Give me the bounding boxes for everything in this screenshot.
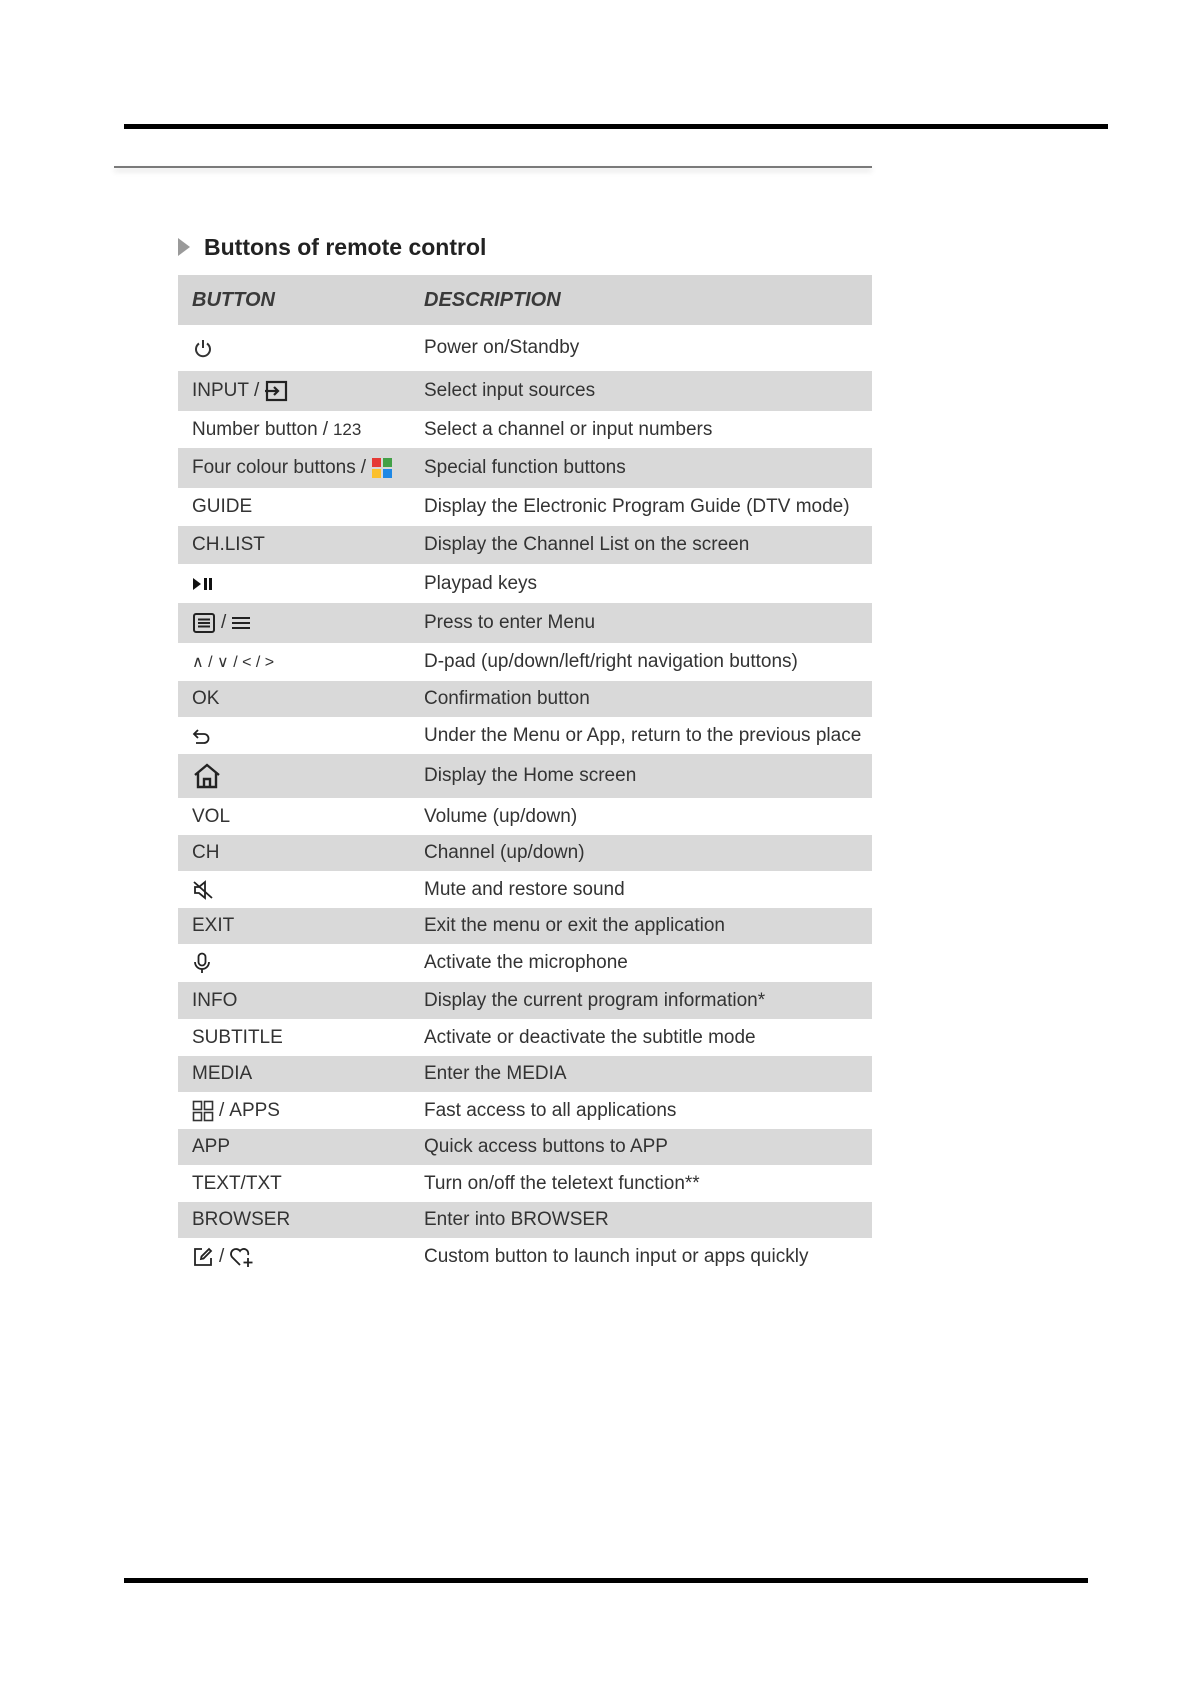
four-colour-icon [371, 457, 393, 479]
description-cell: Display the current program information* [424, 989, 766, 1011]
play-pause-icon [192, 576, 214, 592]
power-icon [192, 337, 214, 359]
button-cell: CH [192, 842, 220, 863]
input-source-icon [264, 380, 288, 402]
button-cell [178, 337, 424, 359]
description-cell: D-pad (up/down/left/right navigation buttons) [424, 651, 798, 672]
table-row [178, 871, 872, 908]
table-row [178, 371, 872, 411]
button-cell: MEDIA [192, 1063, 253, 1084]
table-row [178, 717, 872, 754]
table-row [178, 1165, 872, 1202]
description-cell: Confirmation button [424, 688, 590, 709]
description-cell: Quick access buttons to APP [424, 1136, 668, 1157]
button-label: APPS [229, 1099, 280, 1121]
button-cell: INPUT / [178, 380, 424, 402]
table-row [178, 1238, 872, 1275]
table-row [178, 1129, 872, 1165]
microphone-icon [192, 952, 212, 974]
edit-icon [192, 1246, 214, 1268]
button-cell [178, 727, 424, 745]
table-row [178, 681, 872, 717]
description-cell: Display the Home screen [424, 765, 637, 786]
section-divider [114, 166, 872, 168]
button-cell [178, 576, 424, 592]
menu-box-icon [192, 612, 216, 634]
description-cell: Under the Menu or App, return to the previous place [424, 724, 862, 746]
button-cell: SUBTITLE [192, 1026, 283, 1048]
menu-icon [231, 615, 251, 631]
button-cell: CH.LIST [192, 534, 265, 555]
button-cell: APP [192, 1136, 231, 1157]
header-description: DESCRIPTION [424, 288, 561, 311]
table-row [178, 1092, 872, 1129]
description-cell: Activate or deactivate the subtitle mode [424, 1026, 756, 1048]
table-row [178, 526, 872, 564]
button-cell [178, 880, 424, 900]
description-cell: Mute and restore sound [424, 878, 625, 900]
description-cell: Turn on/off the teletext function** [424, 1172, 700, 1194]
description-cell: Activate the microphone [424, 952, 628, 973]
description-cell: Power on/Standby [424, 337, 580, 358]
button-cell: EXIT [192, 915, 235, 936]
table-row [178, 982, 872, 1019]
description-cell: Select input sources [424, 380, 596, 401]
button-label: Number button [192, 418, 318, 440]
table-row [178, 325, 872, 371]
description-cell: Enter into BROWSER [424, 1209, 609, 1230]
description-cell: Display the Electronic Program Guide (DTV mode) [424, 496, 850, 517]
table-row [178, 1056, 872, 1092]
button-cell: BROWSER [192, 1209, 291, 1230]
button-cell [178, 762, 424, 790]
button-cell: TEXT/TXT [192, 1172, 282, 1194]
description-cell: Playpad keys [424, 572, 538, 594]
table-row [178, 564, 872, 603]
button-label: INPUT [192, 380, 249, 401]
section-title: Buttons of remote control [204, 233, 487, 260]
apps-grid-icon [192, 1100, 214, 1122]
button-cell: GUIDE [192, 496, 253, 517]
description-cell: Enter the MEDIA [424, 1063, 567, 1084]
button-cell: / [178, 1246, 424, 1268]
button-cell: OK [192, 688, 220, 709]
table-row [178, 908, 872, 944]
button-cell [178, 952, 424, 974]
back-icon [192, 727, 212, 745]
button-cell: ∧ / ∨ / < / > [192, 654, 275, 671]
button-cell: VOL [192, 805, 231, 827]
description-cell: Custom button to launch input or apps quickly [424, 1245, 809, 1267]
button-cell: / [178, 612, 424, 634]
table-row [178, 1019, 872, 1056]
button-cell: Four colour buttons / [178, 457, 424, 479]
button-label: Four colour buttons [192, 457, 356, 478]
number-suffix: 123 [332, 419, 362, 439]
button-cell: Number button / 123 [192, 418, 362, 440]
description-cell: Display the Channel List on the screen [424, 534, 750, 555]
custom-button-icon [229, 1246, 255, 1268]
table-row [178, 754, 872, 798]
button-cell: INFO [192, 989, 238, 1011]
header-rule [124, 124, 1108, 129]
section-heading [178, 232, 486, 262]
table-row [178, 835, 872, 871]
description-cell: Press to enter Menu [424, 612, 596, 633]
table-row [178, 1202, 872, 1238]
table-row [178, 944, 872, 982]
table-row [178, 448, 872, 488]
button-cell: / APPS [178, 1100, 424, 1122]
description-cell: Select a channel or input numbers [424, 418, 713, 440]
footer-rule [124, 1578, 1088, 1583]
triangle-bullet-icon [178, 238, 190, 256]
home-icon [192, 762, 222, 790]
remote-buttons-table [178, 275, 872, 1275]
table-row [178, 798, 872, 835]
table-row [178, 603, 872, 643]
table-header [178, 275, 872, 325]
mute-icon [192, 880, 214, 900]
table-row [178, 411, 872, 448]
description-cell: Exit the menu or exit the application [424, 915, 726, 936]
table-row [178, 488, 872, 526]
description-cell: Special function buttons [424, 457, 626, 478]
table-row [178, 643, 872, 681]
description-cell: Fast access to all applications [424, 1099, 677, 1121]
description-cell: Volume (up/down) [424, 805, 578, 827]
description-cell: Channel (up/down) [424, 842, 585, 863]
header-button: BUTTON [192, 288, 275, 311]
